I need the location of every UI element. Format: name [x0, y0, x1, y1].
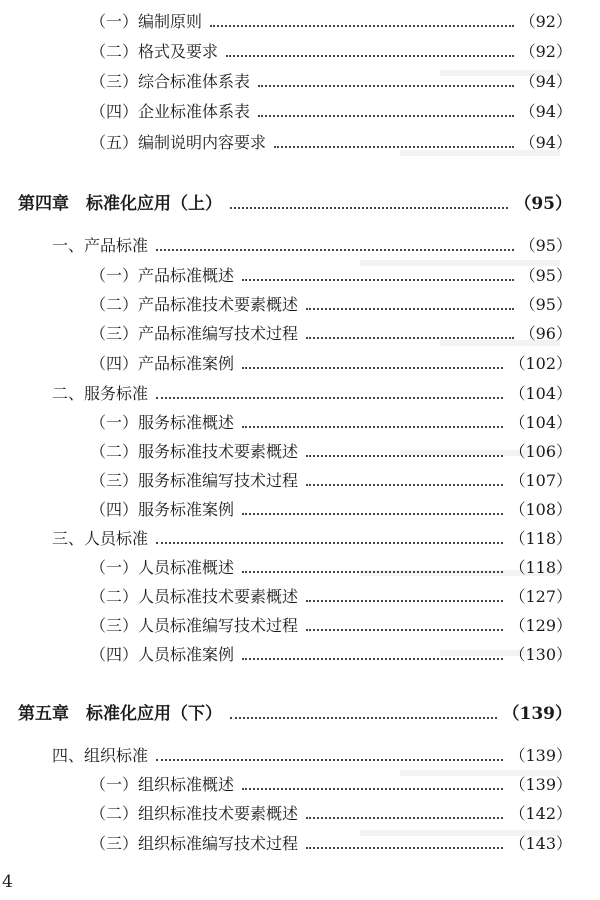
- toc-entry-title: （一）组织标准概述: [90, 775, 235, 794]
- dot-leader: [156, 542, 503, 544]
- toc-entry: [0, 8, 600, 36]
- dot-leader: [306, 847, 503, 849]
- dot-leader: [242, 367, 503, 369]
- toc-entry-title: （三）人员标准编写技术过程: [90, 616, 299, 635]
- toc-entry-page: （129）: [509, 616, 572, 635]
- toc-entry: [0, 68, 600, 96]
- dot-leader: [242, 788, 503, 790]
- toc-entry: [0, 98, 600, 126]
- dot-leader: [242, 571, 503, 573]
- page-number: 4: [2, 872, 13, 892]
- toc-entry-title: （四）产品标准案例: [90, 354, 235, 373]
- dot-leader: [274, 146, 514, 148]
- toc-entry: [0, 129, 600, 157]
- toc-entry-page: （104）: [509, 413, 572, 432]
- toc-entry-page: （118）: [509, 529, 572, 548]
- toc-entry-title: 第五章 标准化应用（下）: [18, 704, 222, 724]
- dot-leader: [226, 55, 514, 57]
- toc-entry-title: （三）产品标准编写技术过程: [90, 324, 299, 343]
- toc-entry: [0, 467, 600, 495]
- toc-entry-title: （一）服务标准概述: [90, 413, 235, 432]
- toc-entry: [0, 438, 600, 466]
- toc-entry: [0, 554, 600, 582]
- dot-leader: [306, 484, 503, 486]
- toc-entry-title: （四）企业标准体系表: [90, 102, 251, 121]
- dot-leader: [306, 817, 503, 819]
- toc-entry-title: （一）产品标准概述: [90, 266, 235, 285]
- toc-entry-title: （五）编制说明内容要求: [90, 133, 267, 152]
- dot-leader: [258, 85, 514, 87]
- toc-entry-title: （四）人员标准案例: [90, 645, 235, 664]
- toc-entry: [0, 409, 600, 437]
- toc-entry-page: （106）: [509, 442, 572, 461]
- dot-leader: [258, 115, 514, 117]
- dot-leader: [156, 249, 514, 251]
- toc-entry-title: （三）服务标准编写技术过程: [90, 471, 299, 490]
- toc-entry-page: （130）: [509, 645, 572, 664]
- toc-entry: [0, 771, 600, 799]
- toc-entry: [0, 262, 600, 290]
- toc-entry-title: （一）人员标准概述: [90, 558, 235, 577]
- dot-leader: [230, 717, 497, 719]
- toc-chapter-entry: [0, 190, 600, 218]
- toc-section-entry: [0, 525, 600, 553]
- toc-entry-title: （一）编制原则: [90, 12, 203, 31]
- toc-entry-page: （104）: [509, 384, 572, 403]
- toc-entry-title: （二）格式及要求: [90, 42, 219, 61]
- toc-entry-page: （142）: [509, 804, 572, 823]
- dot-leader: [156, 397, 503, 399]
- toc-entry-title: （三）综合标准体系表: [90, 72, 251, 91]
- dot-leader: [306, 337, 514, 339]
- toc-section-entry: [0, 380, 600, 408]
- toc-entry-page: （94）: [519, 102, 572, 121]
- dot-leader: [306, 600, 503, 602]
- toc-entry-title: 三、人员标准: [52, 529, 149, 548]
- dot-leader: [210, 25, 514, 27]
- toc-entry-page: （108）: [509, 500, 572, 519]
- toc-entry-title: （四）服务标准案例: [90, 500, 235, 519]
- toc-entry-page: （92）: [519, 12, 572, 31]
- toc-entry-page: （95）: [514, 194, 572, 214]
- toc-entry-page: （118）: [509, 558, 572, 577]
- toc-entry-page: （95）: [519, 236, 572, 255]
- toc-entry: [0, 291, 600, 319]
- toc-entry-title: （二）服务标准技术要素概述: [90, 442, 299, 461]
- dot-leader: [242, 513, 503, 515]
- toc-entry: [0, 641, 600, 669]
- toc-entry-page: （94）: [519, 72, 572, 91]
- toc-entry-page: （107）: [509, 471, 572, 490]
- toc-section-entry: [0, 232, 600, 260]
- toc-entry-title: （二）人员标准技术要素概述: [90, 587, 299, 606]
- toc-entry-page: （143）: [509, 834, 572, 853]
- toc-entry-title: 第四章 标准化应用（上）: [18, 194, 222, 214]
- dot-leader: [230, 207, 508, 209]
- dot-leader: [306, 455, 503, 457]
- toc-entry-page: （127）: [509, 587, 572, 606]
- dot-leader: [306, 629, 503, 631]
- dot-leader: [242, 279, 514, 281]
- toc-entry: [0, 38, 600, 66]
- toc-entry-page: （102）: [509, 354, 572, 373]
- toc-entry-page: （139）: [509, 746, 572, 765]
- toc-entry-title: （二）组织标准技术要素概述: [90, 804, 299, 823]
- toc-entry-page: （96）: [519, 324, 572, 343]
- toc-entry-page: （94）: [519, 133, 572, 152]
- toc-entry: [0, 583, 600, 611]
- toc-entry-title: 四、组织标准: [52, 746, 149, 765]
- dot-leader: [242, 426, 503, 428]
- dot-leader: [306, 308, 514, 310]
- toc-entry-page: （92）: [519, 42, 572, 61]
- toc-entry: [0, 830, 600, 858]
- toc-entry-title: （三）组织标准编写技术过程: [90, 834, 299, 853]
- toc-entry-page: （95）: [519, 295, 572, 314]
- toc-entry-page: （95）: [519, 266, 572, 285]
- toc-entry-page: （139）: [509, 775, 572, 794]
- toc-entry-title: 一、产品标准: [52, 236, 149, 255]
- toc-entry-title: 二、服务标准: [52, 384, 149, 403]
- toc-entry: [0, 320, 600, 348]
- toc-section-entry: [0, 742, 600, 770]
- dot-leader: [242, 658, 503, 660]
- toc-entry: [0, 612, 600, 640]
- toc-entry-title: （二）产品标准技术要素概述: [90, 295, 299, 314]
- toc-entry-page: （139）: [502, 704, 572, 724]
- toc-entry: [0, 800, 600, 828]
- toc-entry: [0, 496, 600, 524]
- toc-chapter-entry: [0, 700, 600, 728]
- toc-entry: [0, 350, 600, 378]
- dot-leader: [156, 759, 503, 761]
